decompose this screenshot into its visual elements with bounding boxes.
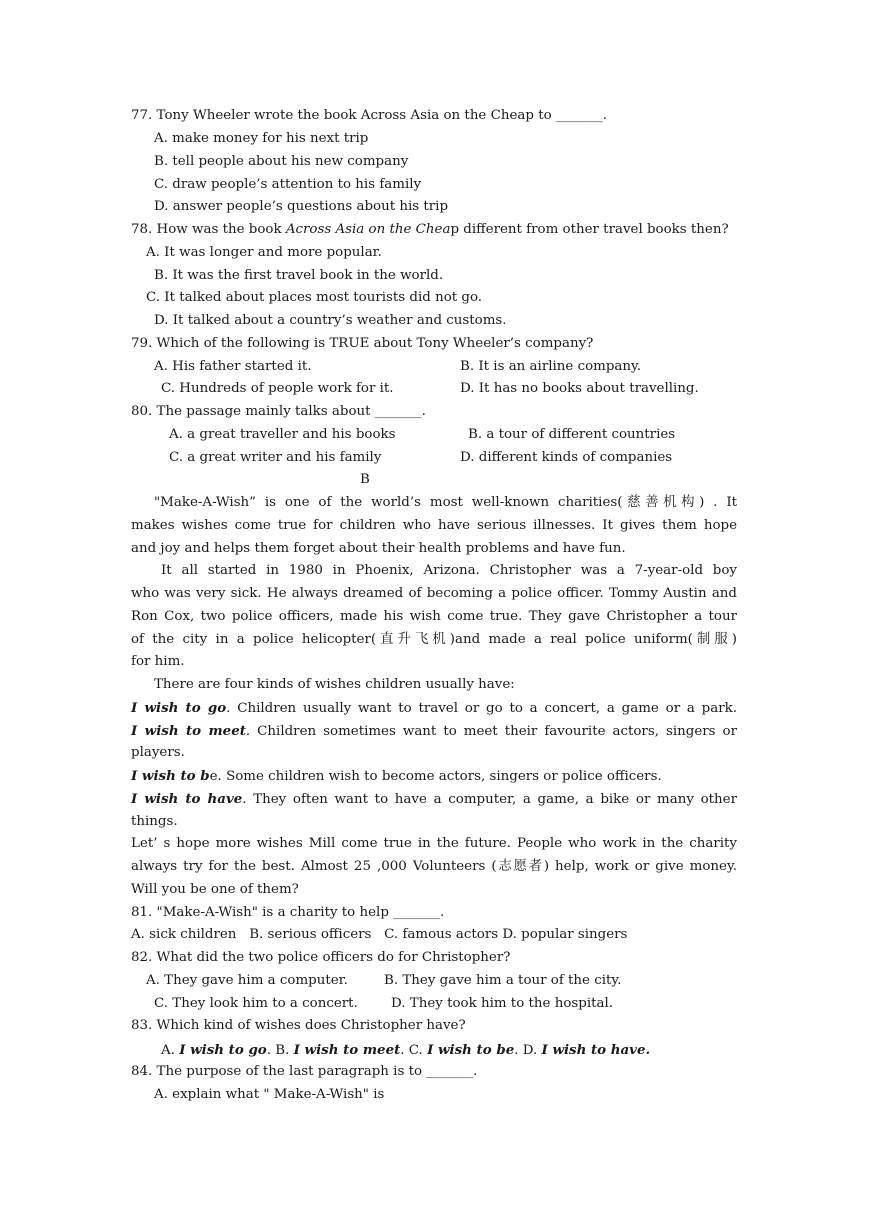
wish-have-text: . They often want to have a computer, a game, a bike or many other [242,792,737,807]
q78-option-c: C. It talked about places most tourists did not go. [146,290,483,305]
q80-option-a: A. a great traveller and his books [169,427,396,442]
passage-p2-line2: who was very sick. He always dreamed of becoming a police officer. Tommy Austin and [131,586,737,601]
q78-book-title: Across Asia on the Chea [285,222,451,237]
q77-stem: 77. Tony Wheeler wrote the book Across Asia on the Cheap to _______. [131,108,608,123]
q79-option-c: C. Hundreds of people work for it. [161,381,394,396]
q83-a-label: A. [161,1043,180,1058]
wish-meet-line2: players. [131,745,185,760]
q83-stem: 83. Which kind of wishes does Christopher have? [131,1018,466,1033]
wish-meet-line [131,721,737,742]
q83-c-label: . C. [400,1043,428,1058]
passage-p2-line1: It all started in 1980 in Phoenix, Arizona. Christopher was a 7-year-old boy [161,563,737,578]
q80-stem: 80. The passage mainly talks about _______. [131,404,426,419]
q82-option-a: A. They gave him a computer. [146,973,348,988]
passage-p3: There are four kinds of wishes children usually have: [154,677,515,692]
passage-p1-line1: "Make-A-Wish” is one of the world’s most well-known charities(慈善机构) . It [154,495,737,510]
wish-have-line [131,789,737,810]
q81-stem: 81. "Make-A-Wish" is a charity to help _______. [131,905,445,920]
passage-p2-line5: for him. [131,654,185,669]
q83-option-c: I wish to be [427,1042,515,1058]
q83-option-d: I wish to have. [541,1042,651,1058]
q79-option-b: B. It is an airline company. [460,359,642,374]
q79-option-a: A. His father started it. [154,359,312,374]
q80-option-d: D. different kinds of companies [460,450,673,465]
q83-option-b: I wish to meet [293,1042,401,1058]
wish-be-label: I wish to b [131,768,210,784]
passage-p4-line2: always try for the best. Almost 25 ,000 Volunteers (志愿者) help, work or give money. [131,859,737,874]
passage-p2-line4: of the city in a police helicopter(直升飞机)and made a real police uniform(制服) [131,632,737,647]
wish-have-line2: things. [131,814,178,829]
passage-p2-line3: Ron Cox, two police officers, made his wish come true. They gave Christopher a tour [131,609,737,624]
passage-p1-line2: makes wishes come true for children who have serious illnesses. It gives them hope [131,518,737,533]
passage-p4-line1: Let’ s hope more wishes Mill come true in the future. People who work in the charity [131,836,737,851]
section-heading: B [360,472,370,487]
q82-option-b: B. They gave him a tour of the city. [384,973,622,988]
q83-option-a: I wish to go [179,1042,267,1058]
wish-be-line [131,766,662,787]
wish-go-line [131,698,737,719]
q77-option-c: C. draw people’s attention to his family [154,177,422,192]
q82-option-c: C. They look him to a concert. [154,996,358,1011]
wish-go-label: I wish to go [131,700,227,716]
q78-option-b: B. It was the first travel book in the world. [154,268,444,283]
q79-stem: 79. Which of the following is TRUE about Tony Wheeler’s company? [131,336,594,351]
q84-option-a: A. explain what " Make-A-Wish" is [154,1087,385,1102]
q79-option-d: D. It has no books about travelling. [460,381,699,396]
q77-option-b: B. tell people about his new company [154,154,409,169]
q83-d-label: . D. [514,1043,542,1058]
q84-stem: 84. The purpose of the last paragraph is to _______. [131,1064,478,1079]
q78-stem-pre: 78. How was the book [131,222,286,237]
wish-go-text: . Children usually want to travel or go to a concert, a game or a park. [226,701,737,716]
q83-b-label: . B. [266,1043,294,1058]
q78-option-a: A. It was longer and more popular. [146,245,382,260]
wish-meet-text: . Children sometimes want to meet their favourite actors, singers or [245,724,737,739]
q83-options [161,1040,650,1061]
q78-stem [131,220,729,240]
q82-option-d: D. They took him to the hospital. [391,996,614,1011]
q82-stem: 82. What did the two police officers do for Christopher? [131,950,511,965]
passage-p1-line3: and joy and helps them forget about their health problems and have fun. [131,541,626,556]
q80-option-b: B. a tour of different countries [468,427,676,442]
q78-stem-post: p different from other travel books then? [450,222,729,237]
q77-option-d: D. answer people’s questions about his trip [154,199,449,214]
passage-p4-line3: Will you be one of them? [131,882,299,897]
q81-options: A. sick children B. serious officers C. famous actors D. popular singers [131,927,628,942]
q77-option-a: A. make money for his next trip [154,131,369,146]
wish-be-text: e. Some children wish to become actors, singers or police officers. [209,769,662,784]
wish-meet-label: I wish to meet [131,723,246,739]
q80-option-c: C. a great writer and his family [169,450,382,465]
q78-option-d: D. It talked about a country’s weather and customs. [154,313,507,328]
wish-have-label: I wish to have [131,791,243,807]
